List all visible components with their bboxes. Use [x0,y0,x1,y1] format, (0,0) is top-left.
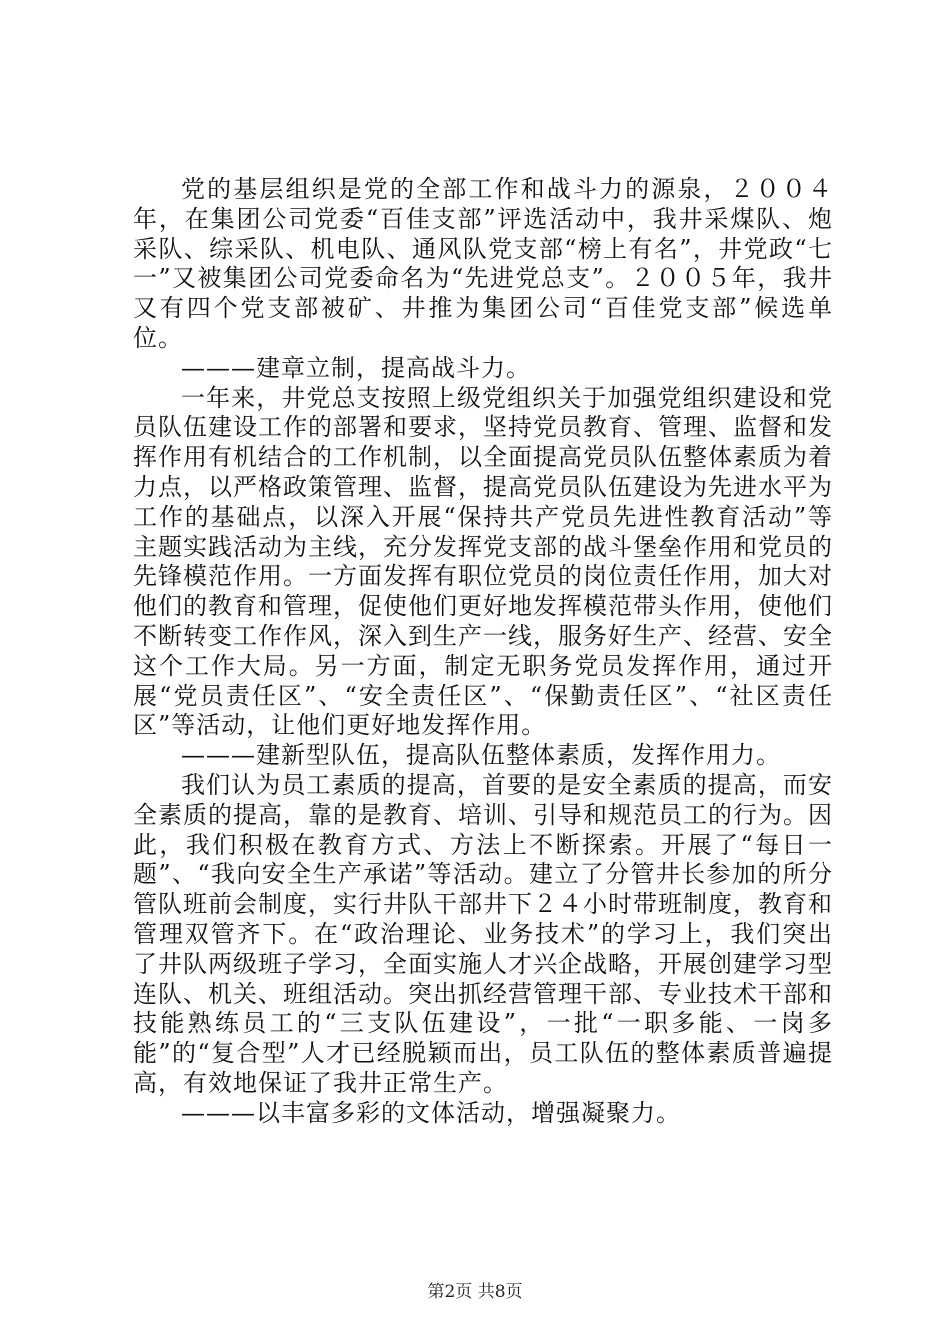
paragraph-party-organization: 党的基层组织是党的全部工作和战斗力的源泉，２００４年，在集团公司党委“百佳支部”评选活动中，我井采煤队、炮采队、综采队、机电队、通风队党支部“榜上有名”，井党政“七一”又被集团公司党委命名为“先进党总支”。２００５年，我井又有四个党支部被矿、井推为集团公司“百佳党支部”候选单位。 [133,175,833,352]
subheading-cultural-activities: ———以丰富多彩的文体活动，增强凝聚力。 [181,1098,681,1127]
paragraph-party-branch-work: 一年来，井党总支按照上级党组织关于加强党组织建设和党员队伍建设工作的部署和要求，坚持党员教育、管理、监督和发挥作用有机结合的工作机制，以全面提高党员队伍整体素质为着力点，以严格政策管理、监督，提高党员队伍建设为先进水平为工作的基础点，以深入开展“保持共产党员先进性教育活动”等主题实践活动为主线，充分发挥党支部的战斗堡垒作用和党员的先锋模范作用。一方面发挥有职位党员的岗位责任作用，加大对他们的教育和管理，促使他们更好地发挥模范带头作用，使他们不断转变工作作风，深入到生产一线，服务好生产、经营、安全这个工作大局。另一方面，制定无职务党员发挥作用，通过开展“党员责任区”、“安全责任区”、“保勤责任区”、“社区责任区”等活动，让他们更好地发挥作用。 [133,383,833,740]
paragraph-staff-quality: 我们认为员工素质的提高，首要的是安全素质的提高，而安全素质的提高，靠的是教育、培训、引导和规范员工的行为。因此，我们积极在教育方式、方法上不断探索。开展了“每日一题”、“我向安全生产承诺”等活动。建立了分管井长参加的所分管队班前会制度，实行井队干部井下２４小时带班制度，教育和管理双管齐下。在“政治理论、业务技术”的学习上，我们突出了井队两级班子学习，全面实施人才兴企战略，开展创建学习型连队、机关、班组活动。突出抓经营管理干部、专业技术干部和技能熟练员工的“三支队伍建设”，一批“一职多能、一岗多能”的“复合型”人才已经脱颖而出，员工队伍的整体素质普遍提高，有效地保证了我井正常生产。 [133,770,833,1097]
page-number-footer: 第2页 共8页 [427,1282,523,1302]
subheading-team-quality: ———建新型队伍，提高队伍整体素质，发挥作用力。 [181,741,781,770]
subheading-rules: ———建章立制，提高战斗力。 [181,353,531,382]
document-body [133,175,833,1129]
